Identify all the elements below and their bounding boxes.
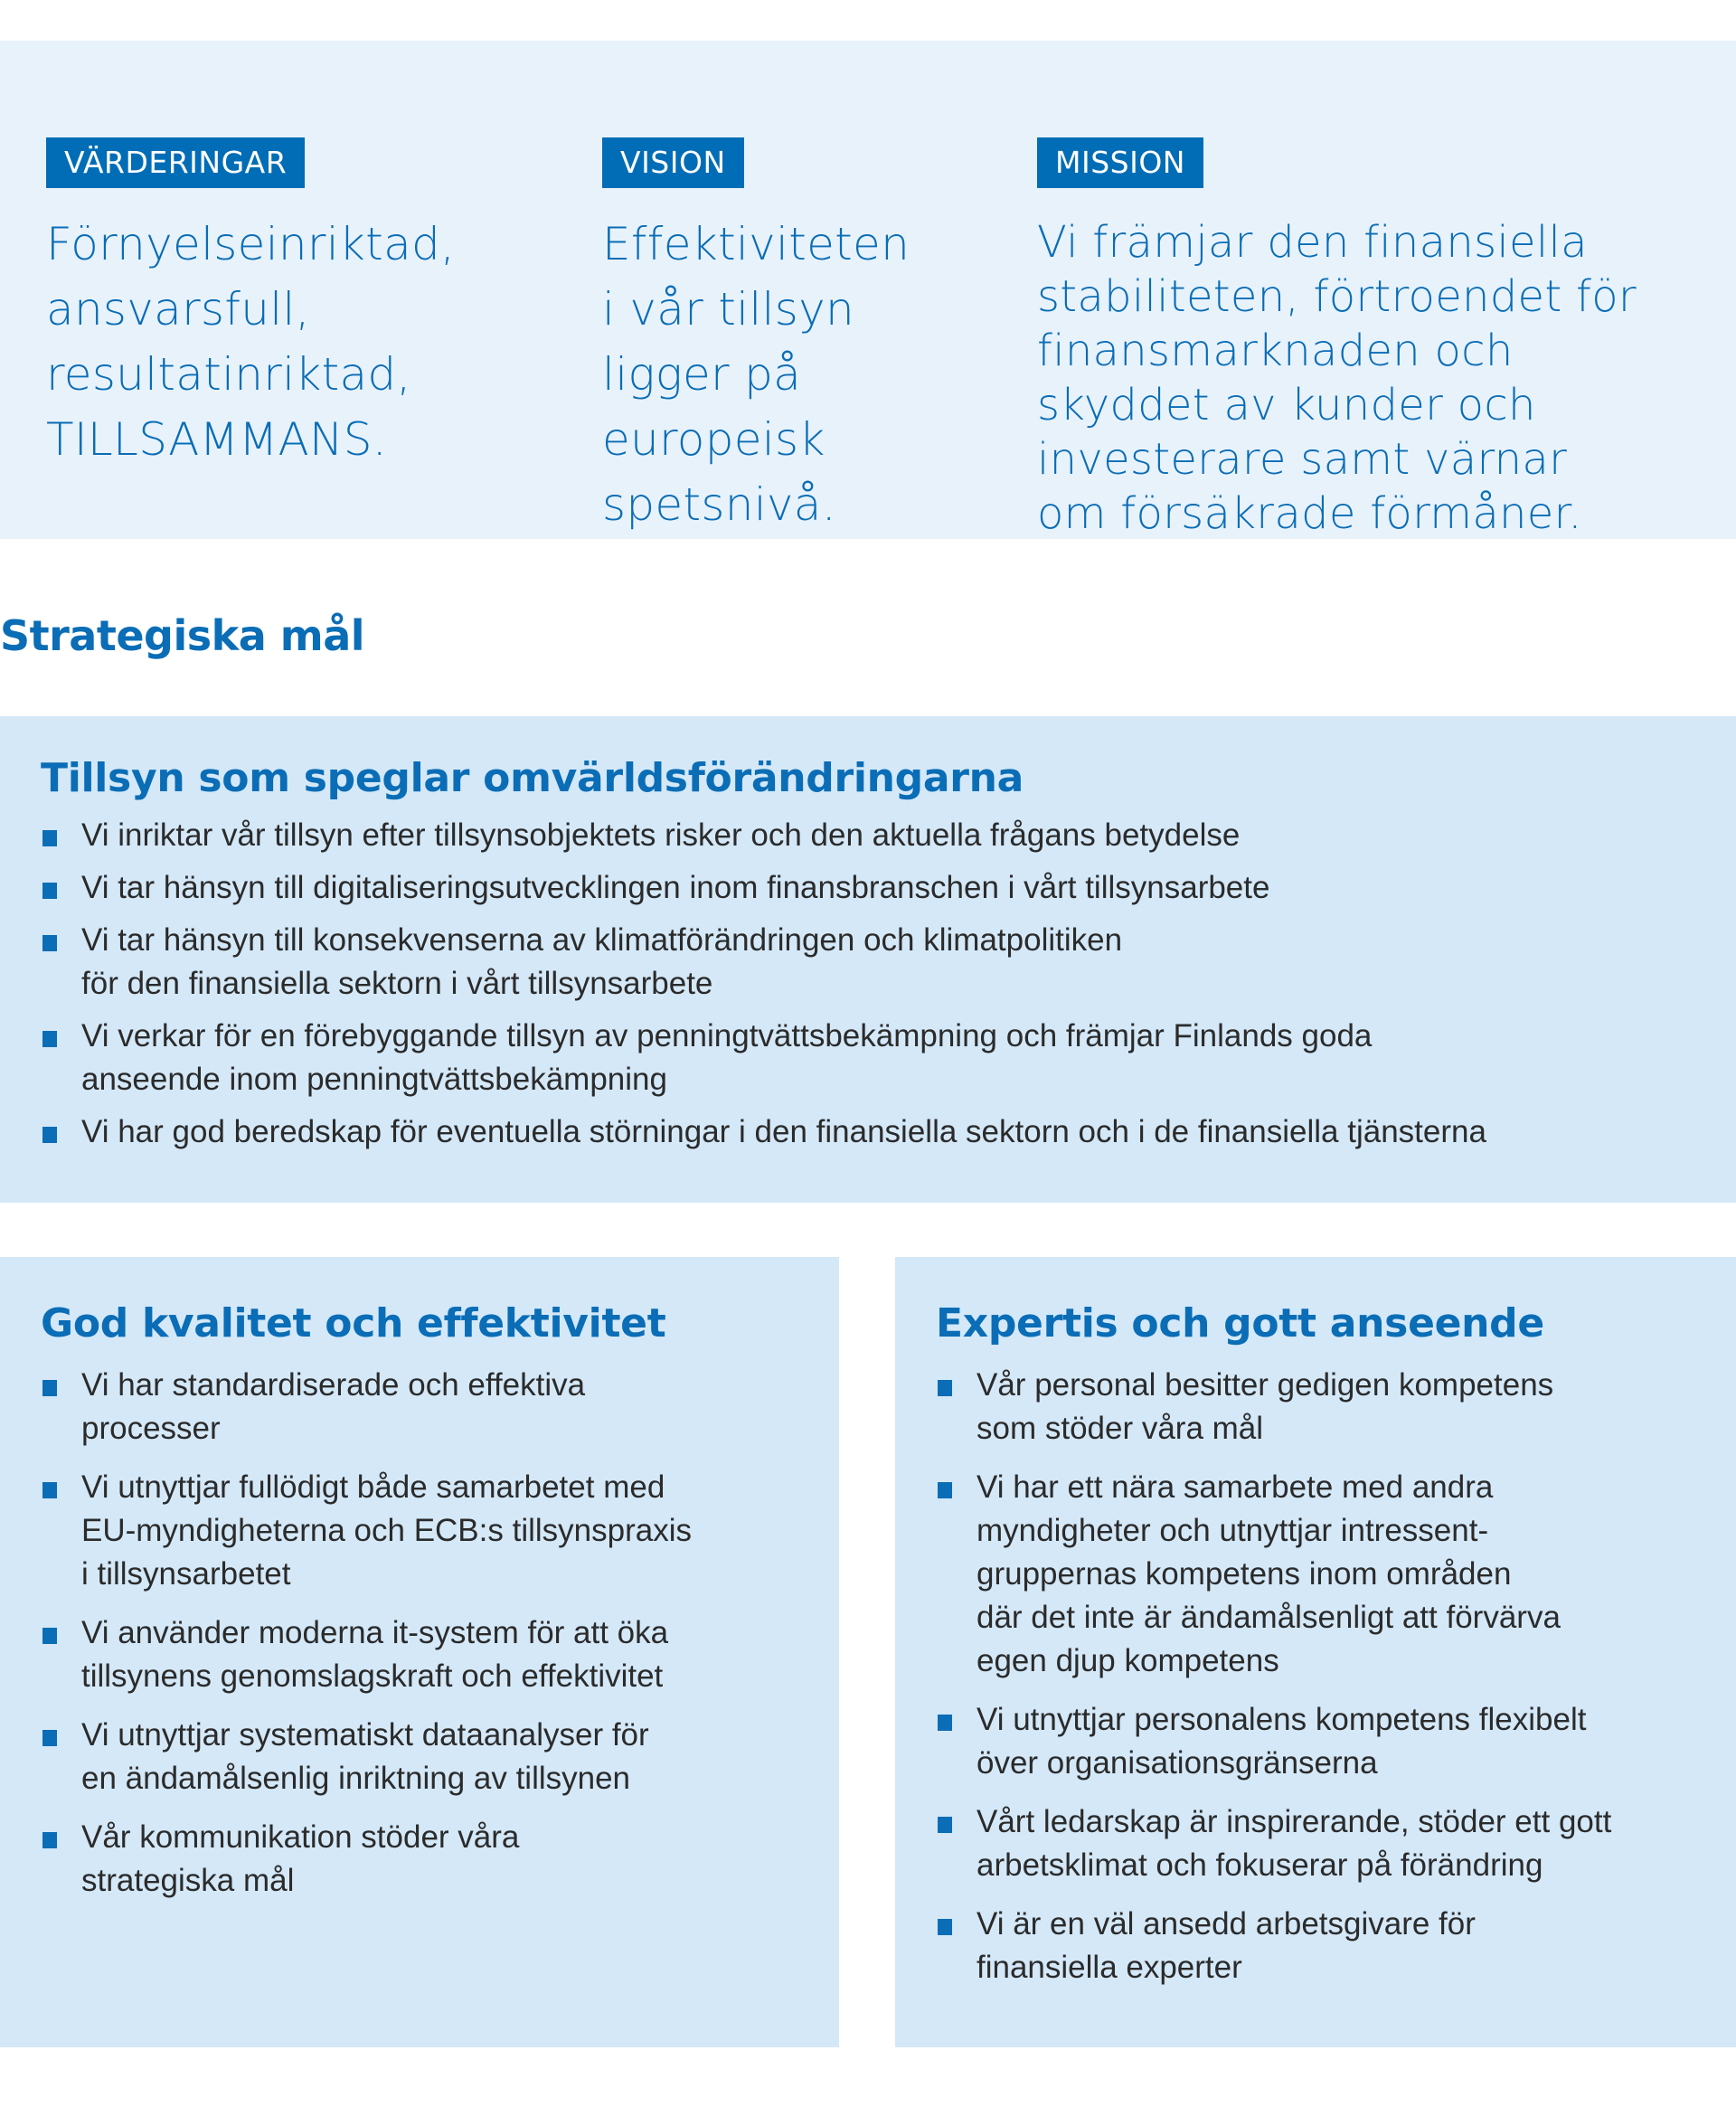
goal-list (41, 814, 1704, 1163)
values-label: VÄRDERINGAR (46, 137, 305, 188)
list-item-text: Vår kommunikation stöder våra strategiska mål (81, 1819, 520, 1898)
list-item-text: Vi är en väl ansedd arbetsgivare för finansiella experter (976, 1906, 1476, 1985)
square-bullet-icon (42, 1482, 57, 1498)
list-item-text: Vi verkar för en förebyggande tillsyn av penningtvättsbekämpning och främjar Finlands goda anseende inom penningtvättsbekämpning (81, 1018, 1373, 1097)
square-bullet-icon (938, 1715, 952, 1731)
square-bullet-icon (42, 1380, 57, 1396)
square-bullet-icon (42, 883, 57, 899)
list-item-text: Vår personal besitter gedigen kompetens som stöder våra mål (976, 1367, 1554, 1446)
goal-box-supervision (0, 716, 1736, 1203)
list-item-text: Vi utnyttjar personalens kompetens flexibelt över organisationsgränserna (976, 1702, 1587, 1781)
list-item (41, 1714, 809, 1800)
list-item (41, 1466, 809, 1596)
list-item (41, 1110, 1704, 1154)
square-bullet-icon (42, 1031, 57, 1047)
goal-box-quality (0, 1257, 839, 2047)
list-item-text: Vi inriktar vår tillsyn efter tillsynsobjektets risker och den aktuella frågans betydelse (81, 817, 1241, 853)
list-item-text: Vi utnyttjar systematiskt dataanalyser för en ändamålsenlig inriktning av tillsynen (81, 1717, 649, 1796)
square-bullet-icon (42, 1730, 57, 1746)
goal-title: God kvalitet och effektivitet (41, 1300, 666, 1346)
square-bullet-icon (938, 1817, 952, 1833)
square-bullet-icon (938, 1919, 952, 1935)
list-item-text: Vi tar hänsyn till konsekvenserna av klimatförändringen och klimatpolitiken för den finansiella sektorn i vårt tillsynsarbete (81, 922, 1123, 1001)
list-item-text: Vårt ledarskap är inspirerande, stöder ett gott arbetsklimat och fokuserar på förändring (976, 1804, 1612, 1883)
list-item (41, 1611, 809, 1698)
square-bullet-icon (42, 1832, 57, 1848)
list-item (41, 1015, 1704, 1101)
values-vision-mission-band (0, 41, 1736, 539)
goal-title: Tillsyn som speglar omvärldsförändringarna (41, 755, 1024, 801)
list-item-text: Vi har ett nära samarbete med andra myndigheter och utnyttjar intressent- gruppernas kompetens inom områden där det inte är ändamålsenligt att förvärva egen djup kompetens (976, 1469, 1561, 1678)
vision-text: Effektiviteten i vår tillsyn ligger på europeisk spetsnivå. (602, 218, 910, 531)
list-item-text: Vi har standardiserade och effektiva processer (81, 1367, 586, 1446)
goal-box-expertise (895, 1257, 1736, 2047)
list-item (41, 1364, 809, 1450)
list-item-text: Vi tar hänsyn till digitaliseringsutvecklingen inom finansbranschen i vårt tillsynsarbete (81, 870, 1270, 905)
values-column (46, 137, 455, 472)
values-text: Förnyelseinriktad, ansvarsfull, resultatinriktad, TILLSAMMANS. (46, 218, 456, 466)
goal-list (936, 1364, 1704, 2005)
list-item (936, 1800, 1704, 1887)
list-item-text: Vi har god beredskap för eventuella störningar i den finansiella sektorn och i de finansiella tjänsterna (81, 1114, 1486, 1149)
list-item (41, 919, 1704, 1006)
list-item (936, 1466, 1704, 1683)
list-item (936, 1698, 1704, 1785)
list-item (41, 1816, 809, 1903)
mission-label: MISSION (1037, 137, 1203, 188)
vision-label: VISION (602, 137, 744, 188)
square-bullet-icon (938, 1380, 952, 1396)
list-item (936, 1903, 1704, 1989)
list-item (936, 1364, 1704, 1450)
mission-text: Vi främjar den finansiella stabiliteten, förtroendet för finansmarknaden och skyddet av kunder och investerare samt värnar om försäkrade förmåner. (1037, 217, 1637, 539)
strategic-goals-heading: Strategiska mål (0, 611, 364, 660)
square-bullet-icon (42, 830, 57, 846)
list-item-text: Vi använder moderna it-system för att öka tillsynens genomslagskraft och effektivitet (81, 1615, 669, 1694)
list-item-text: Vi utnyttjar fullödigt både samarbetet med EU-myndigheterna och ECB:s tillsynspraxis i tillsynsarbetet (81, 1469, 692, 1592)
square-bullet-icon (42, 935, 57, 951)
square-bullet-icon (42, 1127, 57, 1143)
vision-column (602, 137, 910, 537)
mission-column (1037, 137, 1637, 541)
square-bullet-icon (42, 1628, 57, 1644)
goal-list (41, 1364, 809, 1918)
list-item (41, 866, 1704, 910)
square-bullet-icon (938, 1482, 952, 1498)
goal-title: Expertis och gott anseende (936, 1300, 1544, 1346)
list-item (41, 814, 1704, 857)
